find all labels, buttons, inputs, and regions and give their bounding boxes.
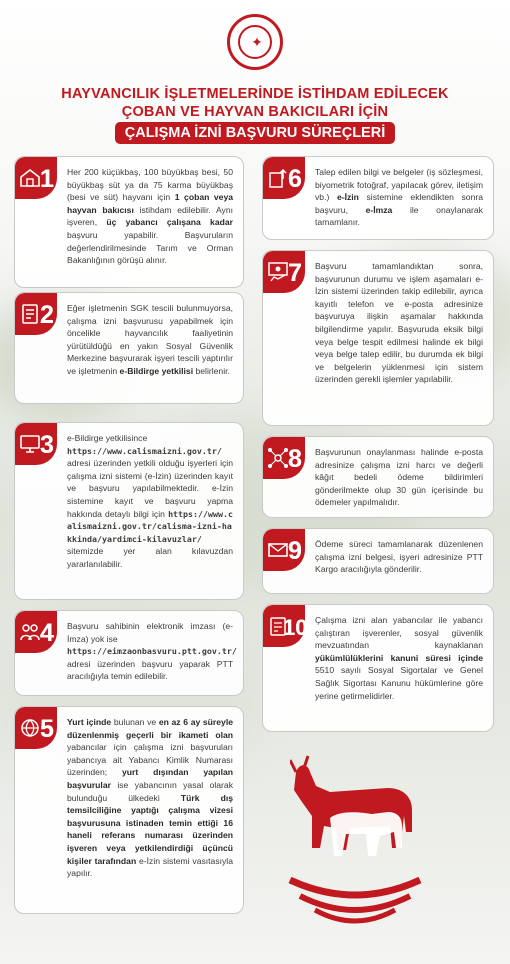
section-banner: ÇALIŞMA İZNİ BAŞVURU SÜREÇLERİ (115, 122, 395, 144)
page-title-line1: HAYVANCILIK İŞLETMELERİNDE İSTİHDAM EDİLECEK (61, 86, 449, 102)
document-list-icon (19, 303, 41, 325)
globe-embassy-icon (19, 717, 41, 739)
step-text: Yurt içinde bulunan ve en az 6 ay süreyle düzenlenmiş geçerli bir ikameti olan yabancılar için çalışma izni başvuruları yabancıya ait Yabancı Kimlik Numarası üzerinden; yurt dışından yapılan başvurular ise yabancının yasal olarak bulunduğu ülkedeki Türk dış temsilciliğine yaptığı çalışma vizesi başvurusuna istinaden temin ettiği 16 haneli referans numarası üzerinden işveren veya yetkilendirdiği üçüncü kişiler tarafından e-İzin sistemi vasıtasıyla yapılır. (67, 717, 234, 879)
livestock-barn-icon (19, 167, 41, 189)
decorative-waves (285, 870, 425, 930)
people-signature-icon (19, 621, 41, 643)
step-text: Başvuru tamamlandıktan sonra, başvurunun durumu ve işlem aşamaları e-İzin sistemi üzerinden takip edilebilir, ayrıca kayıtlı telefon ve e-posta adresinize başvuruya ilişkin aşamalar hakkında bilgilendirme yapılır. Başvuruda eksik bilgi veya belge tespit edilmesi halinde ek bilgi veya belge talep edilir, bu durumda ek bilgi ve belgelerin yüklenmesi için sistem üzerinden gerekli işlemler yapılabilir. (315, 261, 483, 385)
step-number: 7 (288, 259, 302, 287)
step-number: 9 (288, 537, 302, 565)
step-text: Ödeme süreci tamamlanarak düzenlenen çalışma izni belgesi, işyeri adresinize PTT Kargo aracılığıyla gönderilir. (315, 539, 483, 575)
step-number: 5 (40, 715, 54, 743)
step-text: Başvuru sahibinin elektronik imzası (e-İmza) yok ise https://eimzaonbasvuru.ptt.gov.tr/ adresi üzerinden başvuru yaparak PTT aracılığıyla temin edilebilir. (67, 621, 237, 682)
cattle-illustration (290, 752, 420, 872)
mail-envelope-icon (267, 539, 289, 561)
step-text: Eğer işletmenin SGK tescili bulunmuyorsa, çalışma izni başvurusu yapabilmek için öncelikle hayvancılık faaliyetinin yürütüldüğü en yakın Sosyal Güvenlik Merkezine başvurarak işyeri tescili yaptırılır ve işletmenin e-Bildirge yetkilisi belirlenir. (67, 303, 233, 376)
step-number: 3 (40, 431, 54, 459)
tracking-people-icon (267, 261, 289, 283)
step-card-9 (262, 528, 494, 594)
step-card-7 (262, 250, 494, 426)
guide-link[interactable]: https://www.calismaizni.gov.tr/calisma-izni-hakkinda/yardimci-kilavuzlar/ (67, 508, 233, 544)
step-card-1 (14, 156, 244, 288)
step-text: Talep edilen bilgi ve belgeler (iş sözleşmesi, biyometrik fotoğraf, yapılacak görev, iletişim vb.) e-İzin sistemine eklendikten sonra başvuru, e-İmza ile onaylanarak tamamlanır. (315, 167, 483, 228)
step-card-4 (14, 610, 244, 696)
step-card-5 (14, 706, 244, 914)
step-number: 4 (40, 619, 54, 647)
ministry-logo: ✦ (227, 14, 283, 70)
step-card-10 (262, 604, 494, 732)
step-number: 8 (288, 445, 302, 473)
step-text: e-Bildirge yetkilisince https://www.calismaizni.gov.tr/ adresi üzerinden yetkili olduğu işyerleri için çalışma izni sistemi (e-İzin) üzerinden kayıt ve başvuru yapılabilmektedir. e-İzin sistemine kayıt ve başvuru yapma hakkında detaylı bilgi için https://www.calismaizni.gov.tr/calisma-izni-hakkinda/yardimci-kilavuzlar/ sitemizde yer alan kılavuzdan yararlanılabilir. (67, 433, 233, 569)
step-text: Başvurunun onaylanması halinde e-posta adresinize çalışma izni harcı ve değerli kâğıt bedeli ödeme bildirimleri gönderilmekte olup 30 gün içerisinde bu ödemeler yapılmalıdır. (315, 447, 483, 508)
step-card-2 (14, 292, 244, 404)
step-number: 10 (283, 615, 308, 640)
step-text: Her 200 küçükbaş, 100 büyükbaş besi, 50 büyükbaş süt ya da 75 karma büyükbaş (besi ve süt) hayvanı için 1 çoban veya hayvan bakıcısı istihdam edilebilir. Aynı işveren, üç yabancı çalışana kadar başvuru yapabilir. Başvuruların değerlendirilmesinde Tarım ve Orman Bakanlığının görüşü alınır. (67, 167, 233, 266)
payment-network-icon (267, 447, 289, 469)
calismaizni-link[interactable]: https://www.calismaizni.gov.tr/ (67, 445, 222, 456)
documents-upload-icon (267, 167, 289, 189)
step-text: Çalışma izni alan yabancılar ile yabancı çalıştıran işverenler, sosyal güvenlik mevzuatından kaynaklanan yükümlülüklerini kanuni süresi içinde 5510 sayılı Sosyal Sigortalar ve Genel Sağlık Sigortası Kanunu hükümlerine göre yerine getirmelidirler. (315, 615, 483, 701)
eimza-link[interactable]: https://eimzaonbasvuru.ptt.gov.tr/ (67, 646, 237, 657)
step-number: 1 (40, 165, 54, 193)
computer-form-icon (19, 433, 41, 455)
page-title-line2: ÇOBAN VE HAYVAN BAKICILARI İÇİN (121, 104, 389, 120)
step-card-3 (14, 422, 244, 600)
step-number: 2 (40, 301, 54, 329)
step-number: 6 (288, 165, 302, 193)
step-card-8 (262, 436, 494, 518)
step-card-6 (262, 156, 494, 240)
